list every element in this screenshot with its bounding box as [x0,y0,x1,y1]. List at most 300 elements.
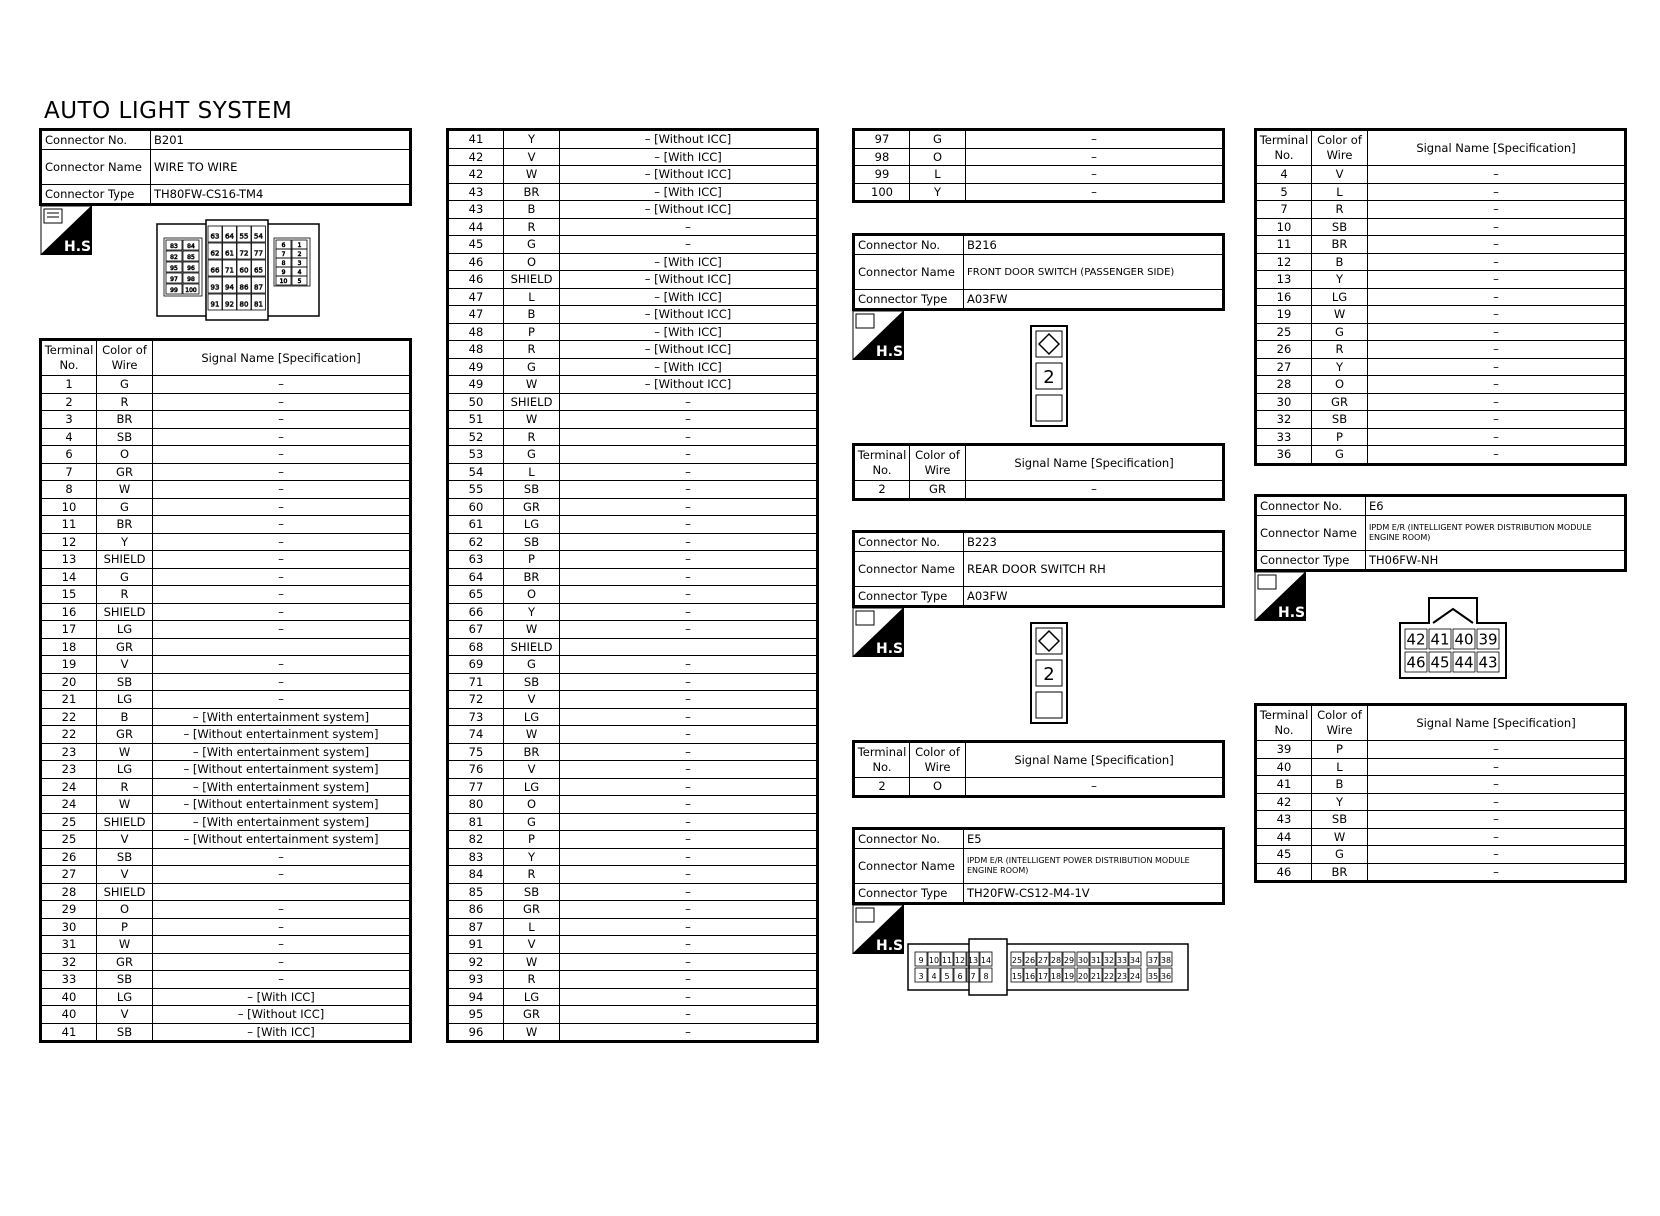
terminal-no-cell: 41 [41,1023,97,1042]
signal-name-cell: – [153,376,411,394]
hs-icon [852,607,909,657]
pin-number: 18 [1050,971,1062,981]
signal-name-cell: – [1368,323,1626,341]
signal-name-cell: – [560,691,818,709]
signal-name-cell [560,638,818,656]
wire-color-cell: L [1312,183,1368,201]
b223-terminal-table [852,740,1225,798]
signal-name-cell: – [153,918,411,936]
pin-number: 45 [1430,653,1450,672]
signal-name-cell: – [560,656,818,674]
table-row [41,498,411,516]
wire-color-cell: V [504,148,560,166]
wire-color-cell: L [504,918,560,936]
pin-number: 14 [980,955,992,965]
wire-color-cell: W [504,166,560,184]
table-row [1256,183,1626,201]
b223-connector-info [852,530,1225,608]
signal-name-cell: – [1368,846,1626,864]
signal-name-cell: – [1368,271,1626,289]
wire-color-cell: BR [97,516,153,534]
wire-color-cell: SB [504,533,560,551]
signal-name-cell: – [560,568,818,586]
table-row [41,603,411,621]
signal-name-cell: – [153,656,411,674]
terminal-no-cell: 40 [41,1006,97,1024]
connector-type-label: Connector Type [854,884,964,904]
signal-name-cell: – [560,393,818,411]
signal-name-cell: – [560,1023,818,1042]
b201-connector-info [39,128,412,206]
wire-color-cell: GR [504,1006,560,1024]
terminal-no-cell: 36 [1256,446,1312,465]
wire-color-cell: GR [910,481,966,500]
wire-color-cell: BR [504,568,560,586]
terminal-no-cell: 19 [1256,306,1312,324]
table-row [448,463,818,481]
signal-name-cell: – [1368,411,1626,429]
table-row [1256,741,1626,759]
table-row [448,726,818,744]
wire-color-cell: V [97,866,153,884]
terminal-no-cell: 62 [448,533,504,551]
wire-color-cell: W [504,376,560,394]
table-row [448,166,818,184]
terminal-no-cell: 95 [448,1006,504,1024]
signal-name-cell: – [966,481,1224,500]
terminal-no-cell: 46 [448,253,504,271]
signal-name-cell: – [1368,341,1626,359]
terminal-no-cell: 22 [41,708,97,726]
wire-color-cell: SHIELD [504,271,560,289]
signal-name-cell: – [1368,741,1626,759]
signal-name-cell: – [153,516,411,534]
wire-color-cell: SHIELD [504,638,560,656]
signal-name-cell: – [966,183,1224,202]
connector-name-value: IPDM E/R (INTELLIGENT POWER DISTRIBUTION MODULE ENGINE ROOM) [1366,516,1626,551]
table-row [41,988,411,1006]
wire-color-cell: O [504,586,560,604]
wire-color-cell: LG [97,691,153,709]
signal-name-cell: – [1368,776,1626,794]
connector-no-label: Connector No. [41,130,151,150]
signal-name-cell: – [Without ICC] [560,341,818,359]
wire-color-cell: P [1312,428,1368,446]
table-row [448,901,818,919]
pin-number: 84 [187,242,195,250]
signal-name-cell: – [560,708,818,726]
terminal-no-cell: 54 [448,463,504,481]
e6-terminal-table [1254,703,1627,883]
table-row [1256,201,1626,219]
pin-number: 95 [170,264,178,272]
wire-color-cell: L [910,166,966,184]
signal-header: Signal Name [Specification] [1368,130,1626,166]
wire-color-cell: SB [504,883,560,901]
signal-name-cell: – [1368,828,1626,846]
table-row [448,446,818,464]
terminal-no-cell: 14 [41,568,97,586]
wire-color-cell: GR [97,953,153,971]
wire-color-cell: GR [504,498,560,516]
pin-number: 81 [254,300,263,309]
signal-name-cell: – [153,901,411,919]
wire-color-cell: SB [1312,811,1368,829]
terminal-no-cell: 83 [448,848,504,866]
terminal-no-cell: 53 [448,446,504,464]
terminal-no-cell: 48 [448,341,504,359]
hs-label: H.S. [876,938,909,954]
connector-no-label: Connector No. [854,235,964,255]
signal-name-cell: – [With ICC] [560,358,818,376]
wire-color-cell: G [97,376,153,394]
pin-number: 22 [1103,971,1115,981]
table-row [1256,288,1626,306]
pin-number: 43 [1478,653,1498,672]
wire-color-cell: W [97,936,153,954]
signal-name-cell: – [1368,793,1626,811]
wire-color-cell: W [504,953,560,971]
pin-number: 71 [225,266,234,275]
pin-2: 2 [1043,664,1055,685]
signal-name-cell: – [560,726,818,744]
terminal-no-cell: 7 [1256,201,1312,219]
wire-color-cell: O [1312,376,1368,394]
wire-color-cell: LG [504,516,560,534]
signal-name-cell: – [With ICC] [153,988,411,1006]
table-row [41,586,411,604]
table-row [1256,323,1626,341]
signal-name-cell: – [153,446,411,464]
connector-no-value: B216 [964,235,1224,255]
table-row [448,288,818,306]
wire-color-cell: SB [97,848,153,866]
terminal-no-header: Terminal No. [854,445,910,481]
signal-name-cell: – [153,428,411,446]
table-row [448,848,818,866]
b201-terminal-table-3 [852,128,1225,203]
signal-name-cell: – [153,953,411,971]
signal-header: Signal Name [Specification] [966,742,1224,778]
wire-color-cell: P [504,831,560,849]
signal-name-cell: – [1368,253,1626,271]
wire-color-cell: Y [1312,793,1368,811]
signal-name-cell: – [560,533,818,551]
table-row [1256,793,1626,811]
wire-color-cell: P [504,551,560,569]
wire-color-cell: P [1312,741,1368,759]
signal-name-cell: – [1368,758,1626,776]
pin-number: 54 [254,232,263,241]
wire-color-cell: SB [97,1023,153,1042]
terminal-no-cell: 98 [854,148,910,166]
terminal-no-cell: 50 [448,393,504,411]
table-row [448,341,818,359]
wire-color-cell: LG [1312,288,1368,306]
terminal-no-cell: 91 [448,936,504,954]
terminal-no-cell: 73 [448,708,504,726]
signal-name-cell: – [With entertainment system] [153,813,411,831]
table-row [448,306,818,324]
signal-name-cell: – [153,533,411,551]
terminal-no-cell: 63 [448,551,504,569]
connector-name-label: Connector Name [41,150,151,185]
table-row [41,743,411,761]
signal-name-cell: – [1368,218,1626,236]
signal-name-cell: – [153,603,411,621]
signal-name-cell: – [560,813,818,831]
wire-color-cell: R [504,218,560,236]
table-row [448,130,818,149]
signal-name-cell: – [560,761,818,779]
terminal-no-cell: 2 [41,393,97,411]
table-row [448,953,818,971]
signal-name-cell [153,883,411,901]
wire-color-cell: SB [97,971,153,989]
terminal-no-cell: 31 [41,936,97,954]
table-row [448,778,818,796]
signal-name-cell: – [With entertainment system] [153,708,411,726]
terminal-no-cell: 72 [448,691,504,709]
connector-type-label: Connector Type [854,587,964,607]
table-row [41,673,411,691]
pin-number: 3 [297,260,302,268]
pin-number: 55 [239,232,249,241]
table-row [41,883,411,901]
pin-number: 30 [1077,955,1089,965]
hs-label: H.S. [876,344,909,360]
terminal-no-cell: 23 [41,761,97,779]
wire-color-cell: B [97,708,153,726]
table-row [41,796,411,814]
pin-number: 21 [1090,971,1102,981]
wire-color-cell: LG [97,988,153,1006]
signal-name-cell: – [560,446,818,464]
terminal-no-cell: 18 [41,638,97,656]
pin-number: 63 [210,232,220,241]
wire-color-cell: SB [97,673,153,691]
table-row [448,393,818,411]
wire-color-cell: GR [97,638,153,656]
wire-color-cell: R [504,866,560,884]
table-row [448,708,818,726]
wire-color-cell: SHIELD [97,883,153,901]
signal-name-cell: – [With entertainment system] [153,743,411,761]
signal-name-cell: – [Without ICC] [560,376,818,394]
pin-number: 4 [297,269,302,277]
table-row [448,761,818,779]
table-row [448,743,818,761]
table-row [448,603,818,621]
signal-name-cell: – [560,603,818,621]
terminal-no-cell: 86 [448,901,504,919]
terminal-no-cell: 60 [448,498,504,516]
signal-name-cell: – [1368,446,1626,465]
signal-name-cell: – [1368,183,1626,201]
connector-name-value: IPDM E/R (INTELLIGENT POWER DISTRIBUTION MODULE ENGINE ROOM) [964,849,1224,884]
signal-name-cell: – [1368,306,1626,324]
terminal-no-cell: 30 [41,918,97,936]
terminal-no-cell: 40 [41,988,97,1006]
terminal-no-cell: 61 [448,516,504,534]
signal-name-cell: – [Without entertainment system] [153,726,411,744]
pin-number: 94 [225,283,234,292]
terminal-no-cell: 24 [41,778,97,796]
pin-number: 100 [185,286,197,294]
terminal-no-cell: 6 [41,446,97,464]
wire-color-cell: G [504,236,560,254]
wire-color-cell: W [1312,828,1368,846]
signal-name-cell: – [560,743,818,761]
pin-number: 12 [954,955,966,965]
terminal-no-cell: 77 [448,778,504,796]
signal-name-cell: – [560,971,818,989]
e6-connector-diagram [1399,597,1507,683]
pin-number: 46 [1406,653,1426,672]
terminal-no-cell: 3 [41,411,97,429]
pin-number: 24 [1129,971,1141,981]
wire-color-cell: LG [504,778,560,796]
table-row [448,148,818,166]
signal-name-cell: – [560,866,818,884]
table-row [448,1006,818,1024]
terminal-no-cell: 49 [448,376,504,394]
table-row [1256,376,1626,394]
signal-name-cell: – [1368,428,1626,446]
terminal-no-cell: 69 [448,656,504,674]
table-row [41,481,411,499]
signal-name-cell: – [153,866,411,884]
pin-number: 6 [281,242,286,250]
connector-no-label: Connector No. [854,829,964,849]
pin-number: 87 [254,283,263,292]
terminal-no-cell: 16 [41,603,97,621]
hs-icon [852,904,909,954]
terminal-no-cell: 15 [41,586,97,604]
wire-color-cell: G [504,656,560,674]
table-row [448,253,818,271]
pin-number: 98 [187,275,195,283]
pin-number: 37 [1147,955,1159,965]
pin-number: 9 [281,269,286,277]
table-row [1256,776,1626,794]
wire-color-cell: GR [504,901,560,919]
pin-number: 6 [957,971,963,981]
terminal-no-cell: 10 [1256,218,1312,236]
table-row [41,971,411,989]
terminal-no-cell: 12 [41,533,97,551]
connector-name-label: Connector Name [854,255,964,290]
terminal-no-cell: 84 [448,866,504,884]
terminal-no-cell: 44 [448,218,504,236]
terminal-no-cell: 28 [1256,376,1312,394]
terminal-no-cell: 96 [448,1023,504,1042]
wire-color-cell: Y [1312,358,1368,376]
signal-name-cell: – [560,218,818,236]
signal-name-cell: – [Without ICC] [560,166,818,184]
signal-name-cell: – [560,236,818,254]
signal-name-cell: – [With ICC] [560,323,818,341]
pin-number: 32 [1103,955,1115,965]
pin-number: 9 [918,955,924,965]
wire-color-cell: G [1312,323,1368,341]
signal-name-cell: – [560,883,818,901]
pin-number: 34 [1129,955,1141,965]
table-row [41,936,411,954]
signal-name-cell: – [560,428,818,446]
terminal-no-cell: 65 [448,586,504,604]
table-row [41,411,411,429]
table-row [854,778,1224,797]
pin-number: 19 [1063,971,1075,981]
connector-name-label: Connector Name [854,552,964,587]
table-row [448,201,818,219]
b201-connector-diagram [156,220,321,324]
wire-color-cell: O [97,446,153,464]
wire-color-cell: Y [910,183,966,202]
signal-name-cell: – [560,411,818,429]
pin-number: 29 [1063,955,1075,965]
table-row [448,516,818,534]
wire-color-cell: BR [1312,236,1368,254]
table-row [41,918,411,936]
terminal-no-cell: 41 [1256,776,1312,794]
table-row [1256,758,1626,776]
table-row [1256,306,1626,324]
terminal-no-cell: 99 [854,166,910,184]
hs-icon [852,310,909,360]
terminal-no-cell: 51 [448,411,504,429]
pin-number: 7 [281,251,286,259]
terminal-no-cell: 43 [448,201,504,219]
pin-number: 31 [1090,955,1102,965]
table-row [41,1006,411,1024]
wire-color-cell: G [504,358,560,376]
pin-number: 33 [1116,955,1128,965]
pin-number: 36 [1160,971,1172,981]
signal-name-cell: – [153,971,411,989]
wire-color-cell: G [97,568,153,586]
connector-type-label: Connector Type [1256,551,1366,571]
wire-color-cell: B [504,201,560,219]
terminal-no-cell: 43 [1256,811,1312,829]
wire-color-cell: LG [504,988,560,1006]
wire-color-cell: BR [504,743,560,761]
table-row [41,533,411,551]
terminal-no-cell: 1 [41,376,97,394]
terminal-no-cell: 42 [448,148,504,166]
wire-color-cell: G [910,130,966,149]
terminal-no-cell: 66 [448,603,504,621]
terminal-no-cell: 30 [1256,393,1312,411]
terminal-no-cell: 25 [41,813,97,831]
terminal-no-cell: 44 [1256,828,1312,846]
pin-2: 2 [1043,367,1055,388]
table-row [41,393,411,411]
pin-number: 60 [239,266,249,275]
b216-terminal-table [852,443,1225,501]
wire-color-cell: R [1312,341,1368,359]
color-header: Color of Wire [910,445,966,481]
wire-color-cell: W [504,621,560,639]
terminal-no-cell: 80 [448,796,504,814]
terminal-no-cell: 7 [41,463,97,481]
pin-number: 44 [1454,653,1474,672]
terminal-no-cell: 11 [41,516,97,534]
terminal-no-cell: 92 [448,953,504,971]
terminal-no-cell: 94 [448,988,504,1006]
pin-number: 66 [210,266,220,275]
